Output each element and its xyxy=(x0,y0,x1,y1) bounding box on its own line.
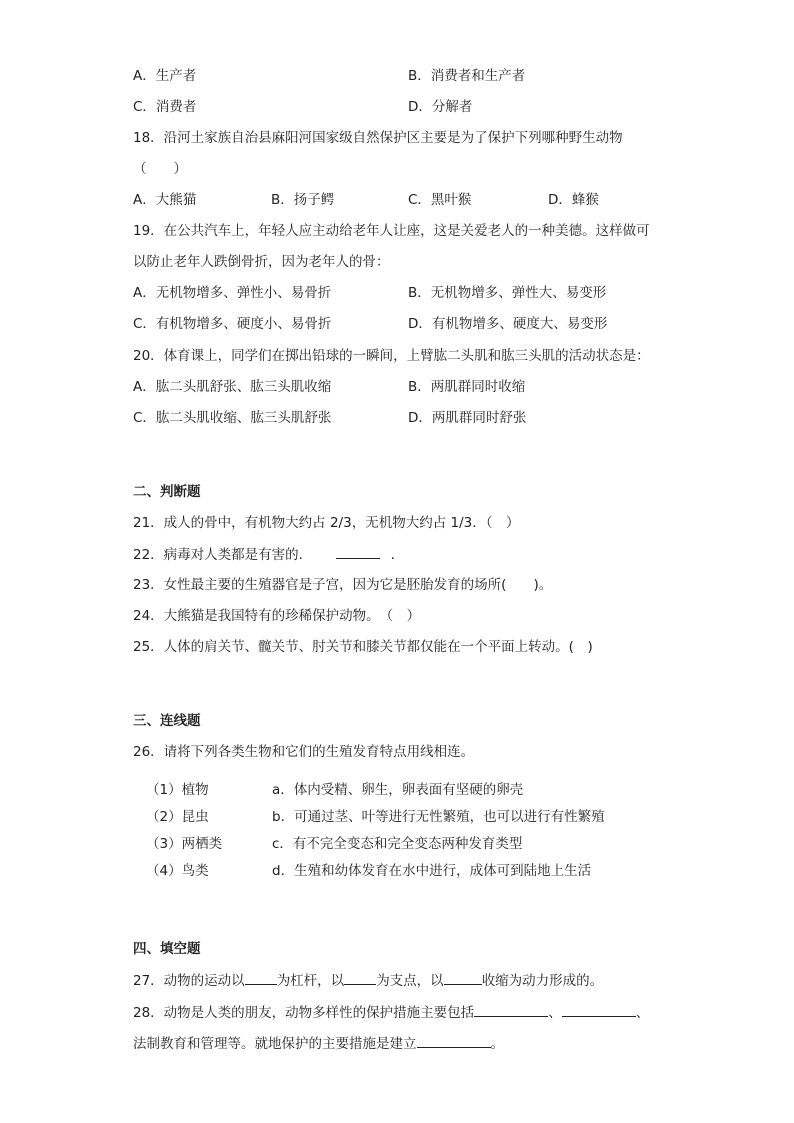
match-right-a: a．体内受精、卵生，卵表面有坚硬的卵壳 xyxy=(272,782,524,798)
q19-option-d: D．有机物增多、硬度大、易变形 xyxy=(408,316,608,332)
q27-text-3: 为支点，以 xyxy=(376,973,444,989)
q19-stem-line2: 以防止老年人跌倒骨折，因为老年人的骨： xyxy=(133,254,390,270)
q18-option-c: C．黑叶猴 xyxy=(408,192,472,208)
match-left-2: （2）昆虫 xyxy=(146,809,209,825)
q28-sep-1: 、 xyxy=(548,1005,562,1021)
q20-option-c: C．肱二头肌收缩、肱三头肌舒张 xyxy=(133,410,332,426)
match-right-d: d．生殖和幼体发育在水中进行，成体可到陆地上生活 xyxy=(272,863,592,879)
q28-blank-2[interactable] xyxy=(562,1002,636,1017)
q19-option-a: A．无机物增多、弹性小、易骨折 xyxy=(133,285,332,301)
match-right-b: b．可通过茎、叶等进行无性繁殖，也可以进行有性繁殖 xyxy=(272,809,605,825)
q19-stem-line1: 19．在公共汽车上，年轻人应主动给老年人让座，这是关爱老人的一种美德。这样做可 xyxy=(133,223,650,239)
match-left-4: （4）鸟类 xyxy=(146,863,209,879)
q20-option-a: A．肱二头肌舒张、肱三头肌收缩 xyxy=(133,379,332,395)
q27-blank-1[interactable] xyxy=(245,970,277,985)
q18-paren: （ ） xyxy=(133,161,187,177)
q17-option-a: A．生产者 xyxy=(133,68,197,84)
q19-option-c: C．有机物增多、硬度小、易骨折 xyxy=(133,316,332,332)
q28-blank-1[interactable] xyxy=(474,1002,548,1017)
q20-option-b: B．两肌群同时收缩 xyxy=(408,379,526,395)
q19-option-b: B．无机物增多、弹性大、易变形 xyxy=(408,285,607,301)
q25: 25．人体的肩关节、髋关节、肘关节和膝关节都仅能在一个平面上转动。( ) xyxy=(133,639,593,655)
q27-text-2: 为杠杆，以 xyxy=(276,973,345,989)
q28-text-1: 28．动物是人类的朋友，动物多样性的保护措施主要包括 xyxy=(133,1005,475,1021)
section-title-fill-blank: 四、填空题 xyxy=(133,941,201,957)
q28-line2 xyxy=(133,1033,504,1054)
q27-text-1: 27．动物的运动以 xyxy=(133,973,245,989)
q17-option-c: C．消费者 xyxy=(133,99,197,115)
q20-stem: 20．体育课上，同学们在掷出铅球的一瞬间，上臂肱二头肌和肱三头肌的活动状态是： xyxy=(133,348,650,364)
q18-option-d: D．蜂猴 xyxy=(548,192,599,208)
q26-stem: 26．请将下列各类生物和它们的生殖发育特点用线相连。 xyxy=(133,744,475,760)
section-title-judgement: 二、判断题 xyxy=(133,484,201,500)
match-left-1: （1）植物 xyxy=(146,782,209,798)
q28-line1 xyxy=(133,1002,649,1023)
q27-blank-2[interactable] xyxy=(344,970,376,985)
q27-blank-3[interactable] xyxy=(444,970,482,985)
q18-option-b: B．扬子鳄 xyxy=(271,192,335,208)
q28-end: 。 xyxy=(490,1036,504,1052)
q22-text: 22．病毒对人类都是有害的． xyxy=(133,547,313,563)
section-title-matching: 三、连线题 xyxy=(133,713,201,729)
q22-answer-blank[interactable] xyxy=(336,544,380,559)
match-right-c: c．有不完全变态和完全变态两种发育类型 xyxy=(272,836,523,852)
q27 xyxy=(133,970,603,991)
q24: 24．大熊猫是我国特有的珍稀保护动物。 （ ） xyxy=(133,608,421,624)
q23: 23．女性最主要的生殖器官是子宫，因为它是胚胎发育的场所( )。 xyxy=(133,577,553,593)
q20-option-d: D．两肌群同时舒张 xyxy=(408,410,527,426)
q18-option-a: A．大熊猫 xyxy=(133,192,197,208)
q27-text-4: 收缩为动力形成的。 xyxy=(481,973,604,989)
q28-text-2: 法制教育和管理等。就地保护的主要措施是建立 xyxy=(133,1036,417,1052)
q17-option-b: B．消费者和生产者 xyxy=(408,68,526,84)
q28-blank-3[interactable] xyxy=(417,1033,491,1048)
match-left-3: （3）两栖类 xyxy=(146,836,223,852)
q22 xyxy=(133,544,404,565)
q21: 21．成人的骨中，有机物大约占 2/3，无机物大约占 1/3．（ ） xyxy=(133,515,520,531)
q22-end: ． xyxy=(390,547,405,563)
q28-sep-2: 、 xyxy=(635,1005,650,1021)
q17-option-d: D．分解者 xyxy=(408,99,473,115)
q18-stem: 18．沿河土家族自治县麻阳河国家级自然保护区主要是为了保护下列哪种野生动物 xyxy=(133,130,623,146)
